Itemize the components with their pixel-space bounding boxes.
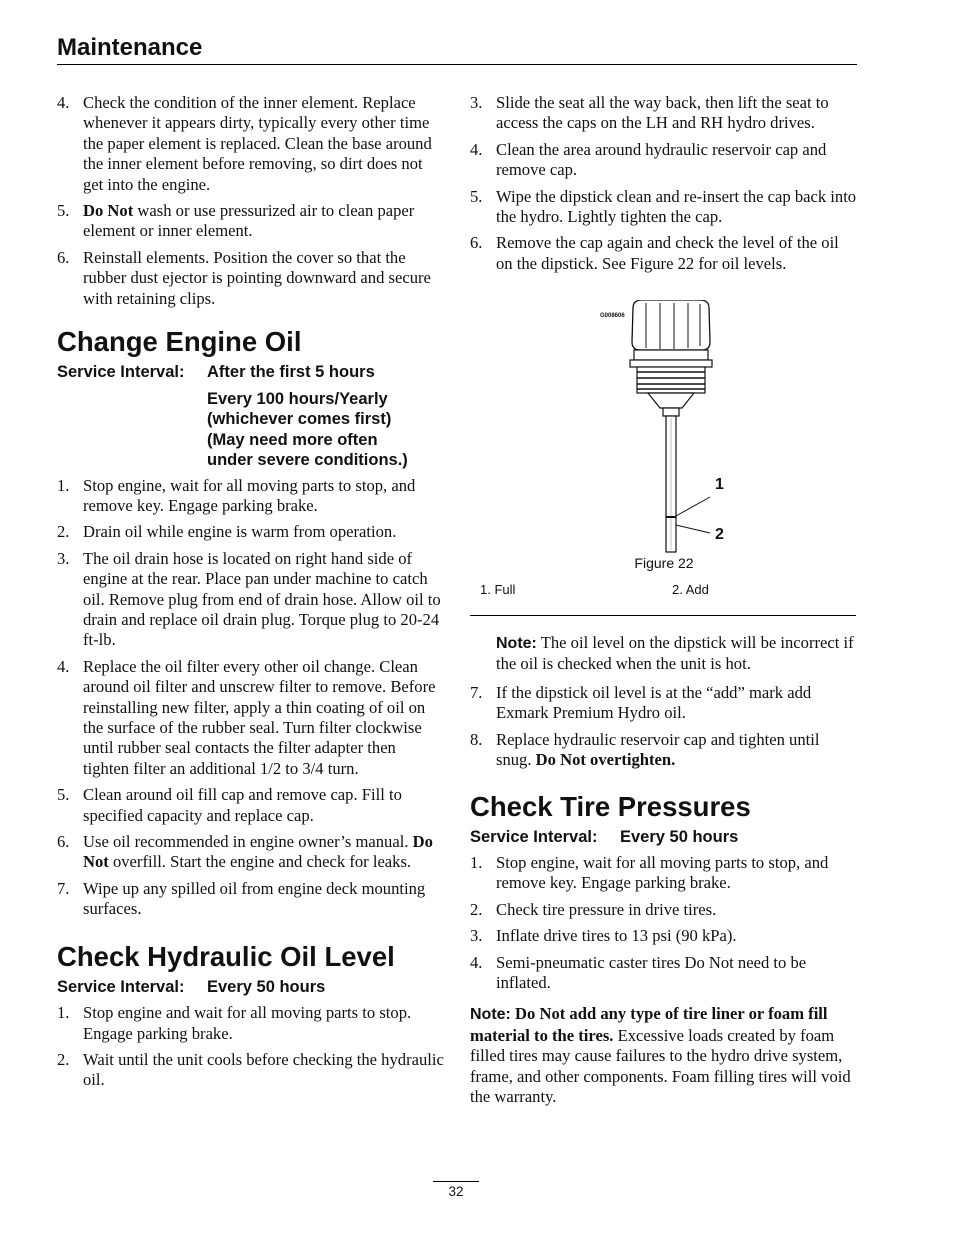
list-item: 1. Stop engine and wait for all moving parts to stop. Engage parking brake. bbox=[57, 1003, 412, 1043]
service-interval: Service Interval: After the first 5 hours bbox=[57, 363, 375, 382]
figure-22 bbox=[470, 300, 858, 618]
hydraulic-steps-more bbox=[470, 683, 858, 771]
list-item: 6. Remove the cap again and check the level of the oil on the dipstick. See Figure 22 for oil levels. bbox=[470, 233, 839, 273]
tire-steps bbox=[470, 853, 858, 993]
list-item: 3. Slide the seat all the way back, then lift the seat to access the caps on the LH and RH hydro drives. bbox=[470, 93, 829, 133]
page-number: 32 bbox=[448, 1184, 464, 1199]
dipstick-illustration bbox=[470, 300, 858, 560]
list-item: 1. Stop engine, wait for all moving parts to stop, and remove key. Engage parking brake. bbox=[57, 475, 416, 515]
section-title-check-tire-pressures: Check Tire Pressures bbox=[470, 791, 751, 823]
note-hot-oil: Note: The oil level on the dipstick will be incorrect if the oil is checked when the unit is hot. bbox=[496, 633, 854, 674]
figure-rule bbox=[470, 615, 856, 616]
hydraulic-steps-left bbox=[57, 1003, 445, 1091]
list-item: 7. Wipe up any spilled oil from engine deck mounting surfaces. bbox=[57, 878, 426, 919]
callout-1: 1 bbox=[715, 476, 724, 493]
page-header bbox=[57, 32, 857, 64]
service-interval: Service Interval: Every 50 hours bbox=[470, 828, 739, 847]
list-item: 4. Replace the oil filter every other oil change. Clean around oil filter and unscrew filter to remove. Before reinstalling new filter, apply a thin coating of oil on the surface of the rubber seal. Turn filter clockwise until rubber seal contacts the filter adapter then tighten filter an additional 1/2 to 3/4 turn. bbox=[57, 656, 436, 778]
list-item: 4. Check the condition of the inner element. Replace whenever it appears dirty, typically every other time the paper element is replaced. Clean the base around the inner element before removing, so dirt does not get into the engine. bbox=[57, 93, 432, 194]
oil-steps bbox=[57, 476, 445, 920]
header-rule bbox=[57, 64, 857, 65]
list-item: 6. Reinstall elements. Position the cover so that the rubber dust ejector is pointing downward and secure with retaining clips. bbox=[57, 247, 431, 308]
right-column bbox=[470, 93, 858, 280]
list-item: 4. Semi-pneumatic caster tires Do Not need to be inflated. bbox=[470, 952, 807, 992]
figure-legend-add: 2. Add bbox=[672, 582, 709, 597]
service-interval-extra: Every 100 hours/Yearly (whichever comes first) (May need more often under severe conditions.) bbox=[207, 389, 408, 470]
list-item: 5. Clean around oil fill cap and remove cap. Fill to specified capacity and replace cap. bbox=[57, 785, 402, 825]
list-item: 4. Clean the area around hydraulic reservoir cap and remove cap. bbox=[470, 139, 827, 180]
list-item: 8. Replace hydraulic reservoir cap and tighten until snug. Do Not overtighten. bbox=[470, 729, 820, 770]
figure-code: G008606 bbox=[600, 313, 625, 319]
note-tire-foam: Note: Do Not add any type of tire liner or foam fill material to the tires. Excessive loads created by foam filled tires may cause failures to the hydro drive system, frame, and other components. Foam filling tires will void the warranty. bbox=[470, 1004, 851, 1106]
list-item: 1. Stop engine, wait for all moving parts to stop, and remove key. Engage parking brake. bbox=[470, 852, 829, 893]
intro-steps bbox=[57, 93, 445, 309]
list-item: 3. The oil drain hose is located on right hand side of engine at the rear. Place pan under machine to catch oil. Remove plug from end of drain hose. Allow oil to drain and replace oil drain plug. Torque plug to 20-24 ft-lb. bbox=[57, 548, 441, 650]
figure-legend-full: 1. Full bbox=[480, 582, 516, 597]
list-item: 2. Drain oil while engine is warm from operation. bbox=[57, 522, 397, 542]
list-item: 5. Wipe the dipstick clean and re-insert the cap back into the hydro. Lightly tighten the cap. bbox=[470, 186, 857, 227]
header-title: Maintenance bbox=[57, 34, 203, 61]
service-interval: Service Interval: Every 50 hours bbox=[57, 977, 326, 996]
figure-caption: Figure 22 bbox=[634, 555, 694, 571]
list-item: 6. Use oil recommended in engine owner’s manual. Do Not overfill. Start the engine and check for leaks. bbox=[57, 832, 433, 872]
list-item: 2. Check tire pressure in drive tires. bbox=[470, 899, 717, 919]
callout-2: 2 bbox=[715, 526, 724, 543]
section-title-change-engine-oil: Change Engine Oil bbox=[57, 326, 302, 358]
list-item: 7. If the dipstick oil level is at the “add” mark add Exmark Premium Hydro oil. bbox=[470, 682, 812, 723]
list-item: 2. Wait until the unit cools before checking the hydraulic oil. bbox=[57, 1050, 444, 1090]
right-column-lower bbox=[470, 633, 858, 1107]
footer-rule bbox=[433, 1181, 479, 1182]
section-title-check-hydraulic-oil: Check Hydraulic Oil Level bbox=[57, 940, 395, 972]
list-item: 5. Do Not wash or use pressurized air to clean paper element or inner element. bbox=[57, 201, 415, 241]
left-column bbox=[57, 93, 445, 1097]
hydraulic-steps-right bbox=[470, 93, 858, 274]
list-item: 3. Inflate drive tires to 13 psi (90 kPa). bbox=[470, 926, 737, 946]
